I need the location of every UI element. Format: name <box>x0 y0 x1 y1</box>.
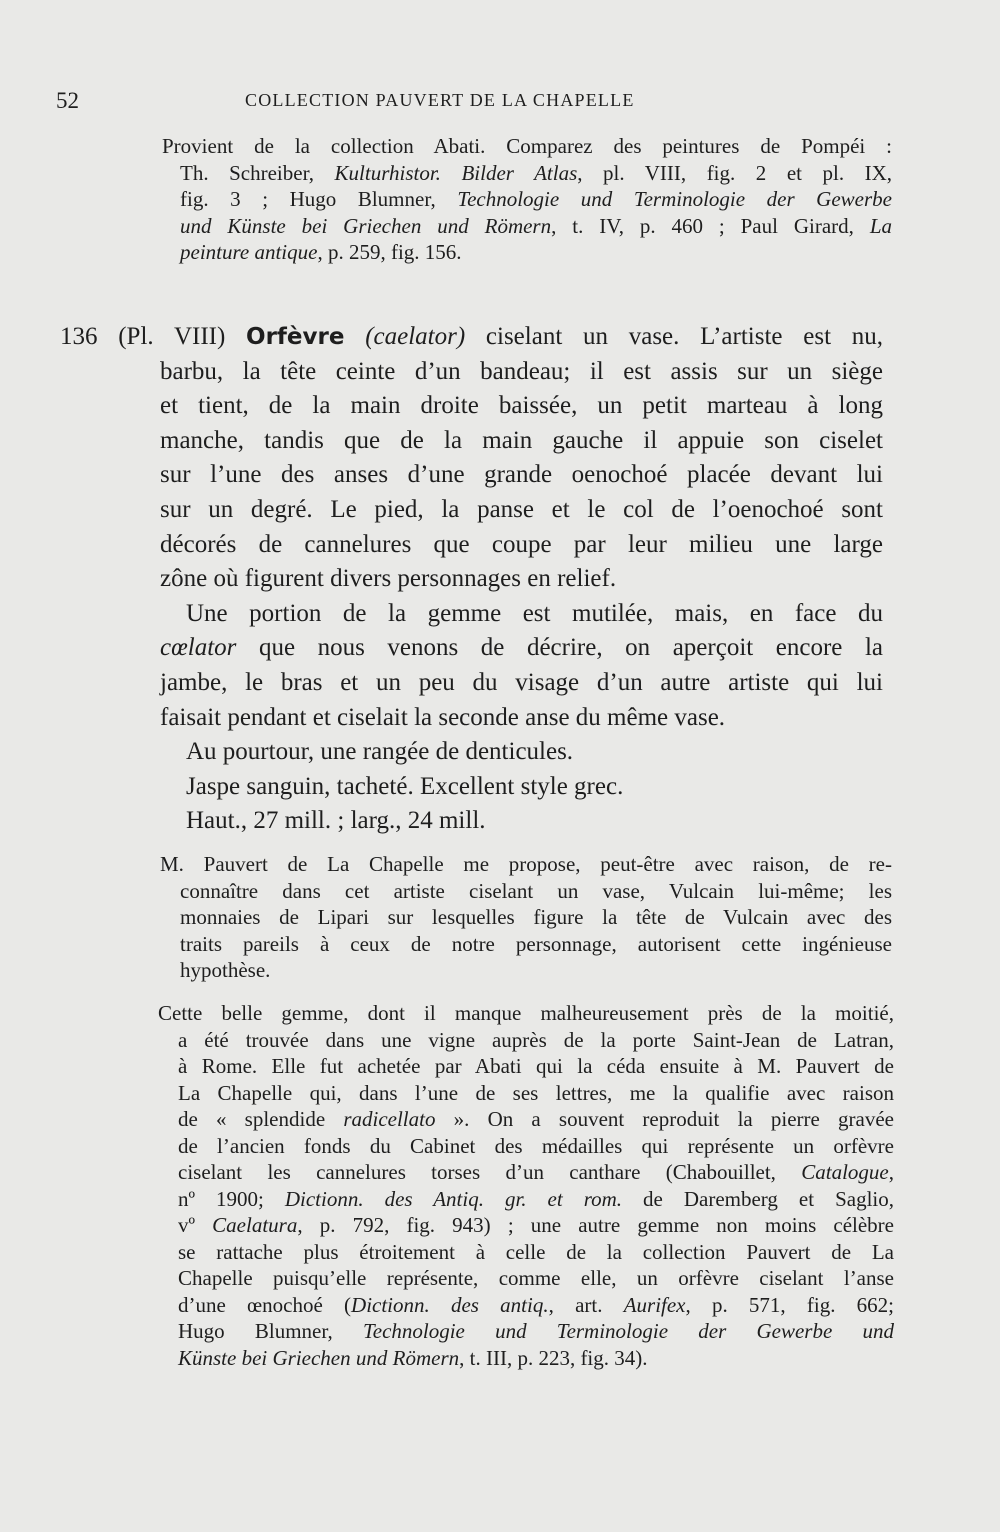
text-line: jambe, le bras et un peu du visage d’un autre artiste qui lui <box>160 668 883 696</box>
note-vulcain <box>160 851 892 984</box>
text-line: décorés de cannelures que coupe par leur milieu une large <box>160 530 883 558</box>
text-line: zône où figurent divers personnages en relief. <box>160 565 617 593</box>
text-line: de « splendide radicellato ». On a souvent reproduit la pierre gravée <box>178 1107 894 1131</box>
text-line: Une portion de la gemme est mutilée, mais, en face du <box>186 599 883 627</box>
text-line: nº 1900; Dictionn. des Antiq. gr. et rom. de Daremberg et Saglio, <box>178 1186 894 1211</box>
text-line: à Rome. Elle fut achetée par Abati qui la céda ensuite à M. Pauvert de <box>178 1054 894 1078</box>
text-line: ciselant les cannelures torses d’un canthare (Chabouillet, Catalogue, <box>178 1160 894 1184</box>
text-line: Provient de la collection Abati. Comparez des peintures de Pompéi : <box>162 134 892 158</box>
text-line: Chapelle puisqu’elle représente, comme elle, un orfèvre ciselant l’anse <box>178 1266 894 1290</box>
entry-first-line <box>60 320 883 355</box>
entry-title: Orfèvre <box>246 324 345 350</box>
catalogue-entry-136 <box>60 320 883 839</box>
note-provenance-history <box>158 1000 894 1371</box>
border-description: Au pourtour, une rangée de denticules. <box>186 738 574 766</box>
latin-term: (caelator) <box>365 323 466 350</box>
page-number: 52 <box>56 88 79 113</box>
text-line: und Künste bei Griechen und Römern, t. IV, p. 460 ; Paul Girard, La <box>180 213 892 238</box>
provenance-note <box>162 133 892 266</box>
text-line: a été trouvée dans une vigne auprès de la porte Saint-Jean de Latran, <box>178 1027 894 1052</box>
entry-number: 136 <box>60 323 98 350</box>
text-line: barbu, la tête ceinte d’un bandeau; il est assis sur un siège <box>160 357 883 385</box>
text-line: connaître dans cet artiste ciselant un vase, Vulcain lui-même; les <box>180 878 892 903</box>
text-line: cœlator que nous venons de décrire, on aperçoit encore la <box>160 634 883 662</box>
text-fragment: ciselant un vase. L’artiste est nu, <box>485 323 884 350</box>
text-line: et tient, de la main droite baissée, un petit marteau à long <box>160 392 883 420</box>
text-line: d’une œnochoé (Dictionn. des antiq., art. Aurifex, p. 571, fig. 662; <box>178 1292 894 1317</box>
text-line: Th. Schreiber, Kulturhistor. Bilder Atlas, pl. VIII, fig. 2 et pl. IX, <box>180 160 893 185</box>
text-line: fig. 3 ; Hugo Blumner, Technologie und Terminologie der Gewerbe <box>180 187 892 211</box>
text-line: Künste bei Griechen und Römern, t. III, p. 223, fig. 34). <box>178 1345 648 1370</box>
text-line: de l’ancien fonds du Cabinet des médailles qui représente un orfèvre <box>178 1133 894 1158</box>
text-line: se rattache plus étroitement à celle de la collection Pauvert de La <box>178 1239 894 1264</box>
text-line: peinture antique, p. 259, fig. 156. <box>180 240 462 264</box>
text-line: traits pareils à ceux de notre personnage, autorisent cette ingénieuse <box>180 931 892 956</box>
running-title: COLLECTION PAUVERT DE LA CHAPELLE <box>245 90 635 110</box>
text-line: hypothèse. <box>180 958 271 982</box>
text-line: sur un degré. Le pied, la panse et le col de l’oenochoé sont <box>160 495 883 523</box>
text-line: vº Caelatura, p. 792, fig. 943) ; une autre gemme non moins célèbre <box>178 1213 894 1237</box>
text-line: M. Pauvert de La Chapelle me propose, peut-être avec raison, de re- <box>160 852 892 876</box>
text-line: Hugo Blumner, Technologie und Terminologie der Gewerbe und <box>178 1319 894 1343</box>
plate-reference: (Pl. VIII) <box>118 323 226 350</box>
text-line: Cette belle gemme, dont il manque malheureusement près de la moitié, <box>158 1001 894 1025</box>
text-line: monnaies de Lipari sur lesquelles figure la tête de Vulcain avec des <box>180 905 892 929</box>
text-line: manche, tandis que de la main gauche il appuie son ciselet <box>160 426 883 454</box>
material-description: Jaspe sanguin, tacheté. Excellent style grec. <box>186 772 624 800</box>
dimensions: Haut., 27 mill. ; larg., 24 mill. <box>186 807 486 835</box>
text-line: sur l’une des anses d’une grande oenochoé placée devant lui <box>160 461 883 489</box>
text-line: faisait pendant et ciselait la seconde anse du même vase. <box>160 703 726 731</box>
page-header <box>0 88 1000 118</box>
text-line: La Chapelle qui, dans l’une de ses lettres, me la qualifie avec raison <box>178 1080 894 1105</box>
